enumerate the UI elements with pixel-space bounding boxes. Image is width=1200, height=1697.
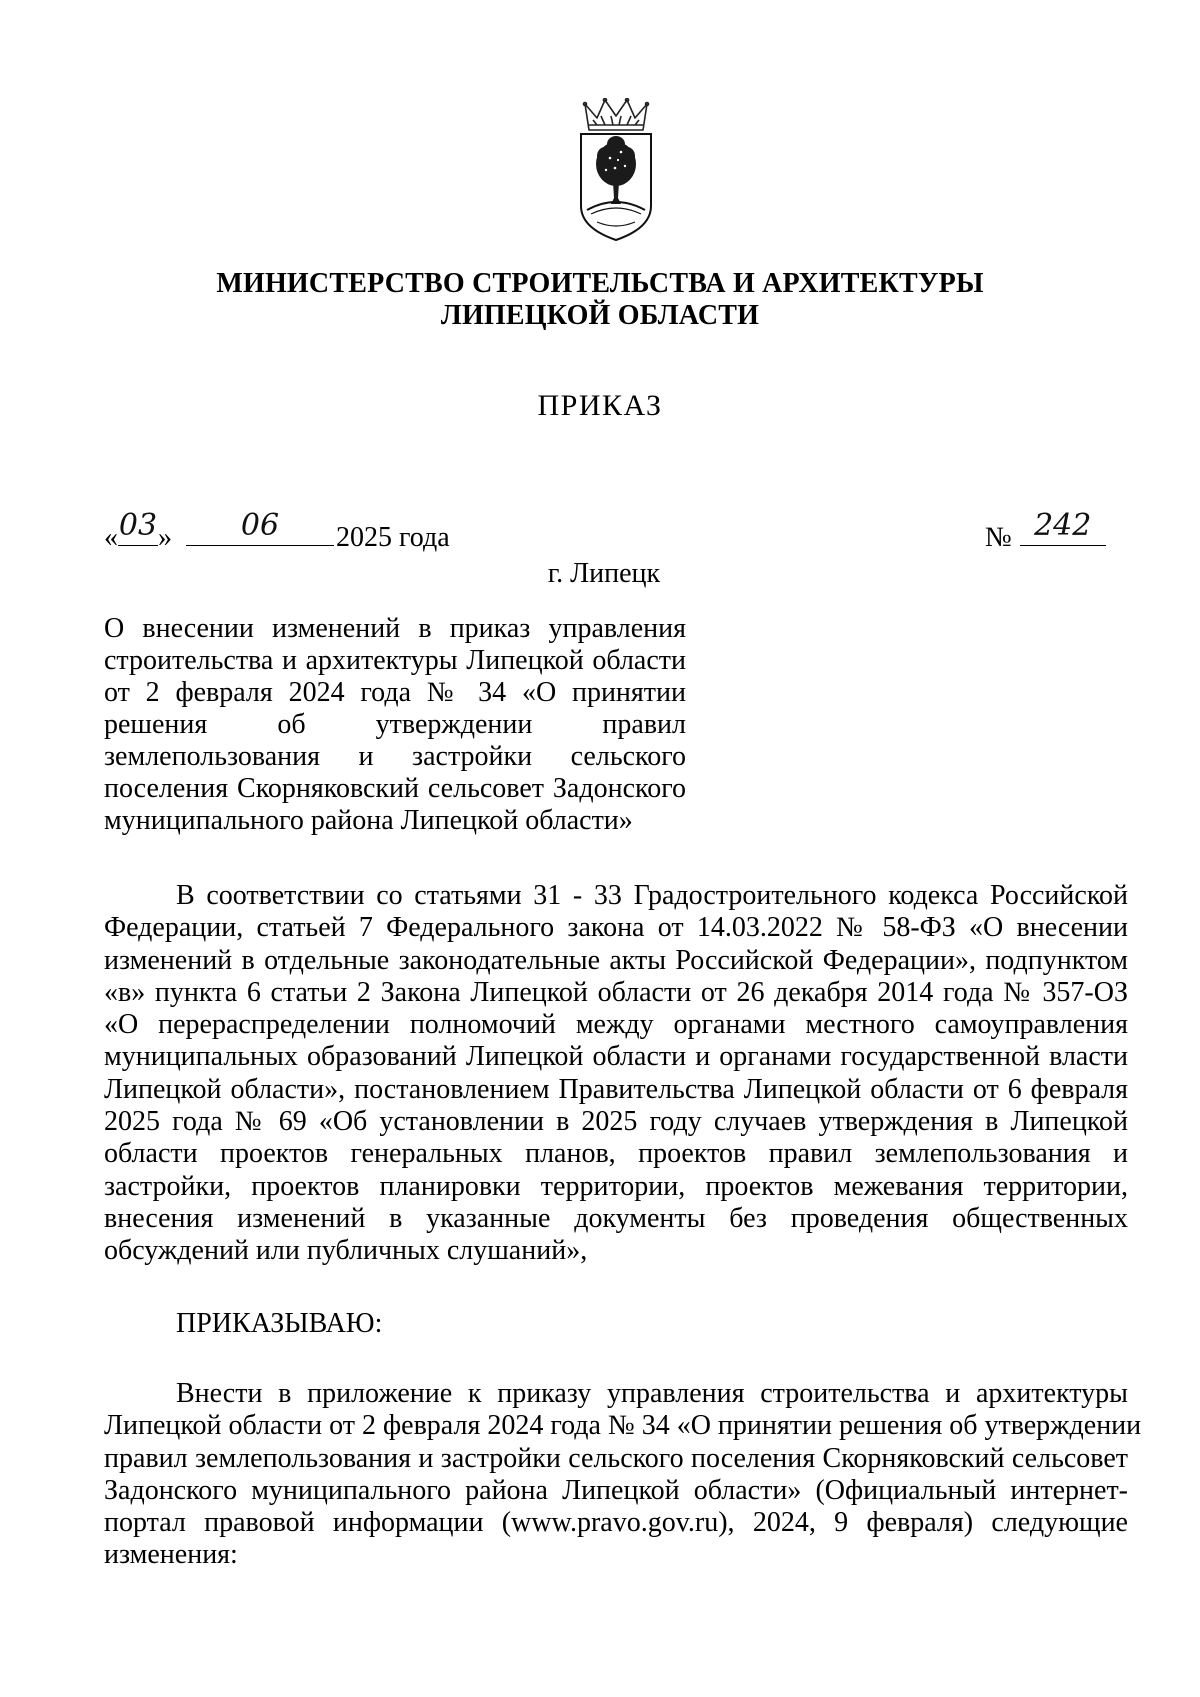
subject-line: поселения Скорняковский сельсовет Задонского: [104, 773, 686, 804]
order-body-line: правил землепользования и застройки сельского поселения Скорняковский сельсовет: [104, 1442, 1128, 1474]
date-month: 06: [240, 508, 280, 543]
order-subject: [104, 613, 686, 837]
order-number: [985, 508, 1106, 554]
date-month-field: [186, 508, 334, 546]
order-body-line: Внести в приложение к приказу управления строительства и архитектуры: [176, 1378, 1128, 1409]
order-word: ПРИКАЗЫВАЮ:: [176, 1308, 383, 1339]
order-date: [104, 508, 450, 553]
ministry-name: [0, 268, 1200, 332]
ministry-line-2: ЛИПЕЦКОЙ ОБЛАСТИ: [440, 300, 760, 331]
document-type: ПРИКАЗ: [537, 389, 663, 422]
preamble-paragraph: [104, 880, 1128, 1268]
order-body-line: Задонского муниципального района Липецкой области» (Официальный интернет-: [104, 1474, 1128, 1506]
city: г. Липецк: [547, 558, 661, 589]
preamble-line: муниципальных образований Липецкой области и органами государственной власти: [104, 1041, 1128, 1073]
subject-line: решения об утверждении правил: [104, 709, 686, 740]
subject-line: О внесении изменений в приказ управления: [104, 613, 686, 644]
quote-close: »: [158, 522, 172, 553]
preamble-line: области проектов генеральных планов, проектов правил землепользования и: [104, 1138, 1128, 1170]
ministry-line-1: МИНИСТЕРСТВО СТРОИТЕЛЬСТВА И АРХИТЕКТУРЫ: [216, 268, 984, 299]
preamble-line: «в» пункта 6 статьи 2 Закона Липецкой области от 26 декабря 2014 года № 357-ОЗ: [104, 976, 1128, 1008]
subject-line: муниципального района Липецкой области»: [104, 805, 633, 836]
date-day-field: [118, 508, 158, 546]
number-field: [1020, 508, 1106, 546]
number-value: 242: [1034, 508, 1092, 543]
preamble-line: застройки, проектов планировки территории, проектов межевания территории,: [104, 1170, 1128, 1202]
preamble-line: изменений в отдельные законодательные акты Российской Федерации», подпунктом: [104, 944, 1128, 976]
preamble-line: «О перераспределении полномочий между органами местного самоуправления: [104, 1009, 1128, 1041]
lipetsk-coat-of-arms-icon: [577, 98, 655, 243]
preamble-line: В соответствии со статьями 31 - 33 Градостроительного кодекса Российской: [176, 880, 1128, 911]
quote-open: «: [104, 522, 118, 553]
number-sign: №: [985, 522, 1012, 553]
subject-line: от 2 февраля 2024 года № 34 «О принятии: [104, 677, 686, 708]
date-day: 03: [118, 508, 158, 543]
order-body-line: Липецкой области от 2 февраля 2024 года № 34 «О принятии решения об утверждении: [104, 1410, 1142, 1442]
subject-line: строительства и архитектуры Липецкой области: [104, 645, 686, 676]
date-year: 2025 года: [336, 522, 450, 553]
preamble-line: внесения изменений в указанные документы без проведения общественных: [104, 1202, 1128, 1234]
subject-line: землепользования и застройки сельского: [104, 741, 686, 772]
preamble-line: обсуждений или публичных слушаний»,: [104, 1235, 588, 1267]
order-body-line: портал правовой информации (www.pravo.gov.ru), 2024, 9 февраля) следующие: [104, 1507, 1128, 1539]
order-body-line: изменения:: [104, 1539, 238, 1571]
preamble-line: Липецкой области», постановлением Правительства Липецкой области от 6 февраля: [104, 1073, 1128, 1105]
order-body-paragraph: [104, 1378, 1142, 1572]
preamble-line: Федерации, статьей 7 Федерального закона от 14.03.2022 № 58-ФЗ «О внесении: [104, 912, 1128, 944]
preamble-line: 2025 года № 69 «Об установлении в 2025 году случаев утверждения в Липецкой: [104, 1106, 1128, 1138]
